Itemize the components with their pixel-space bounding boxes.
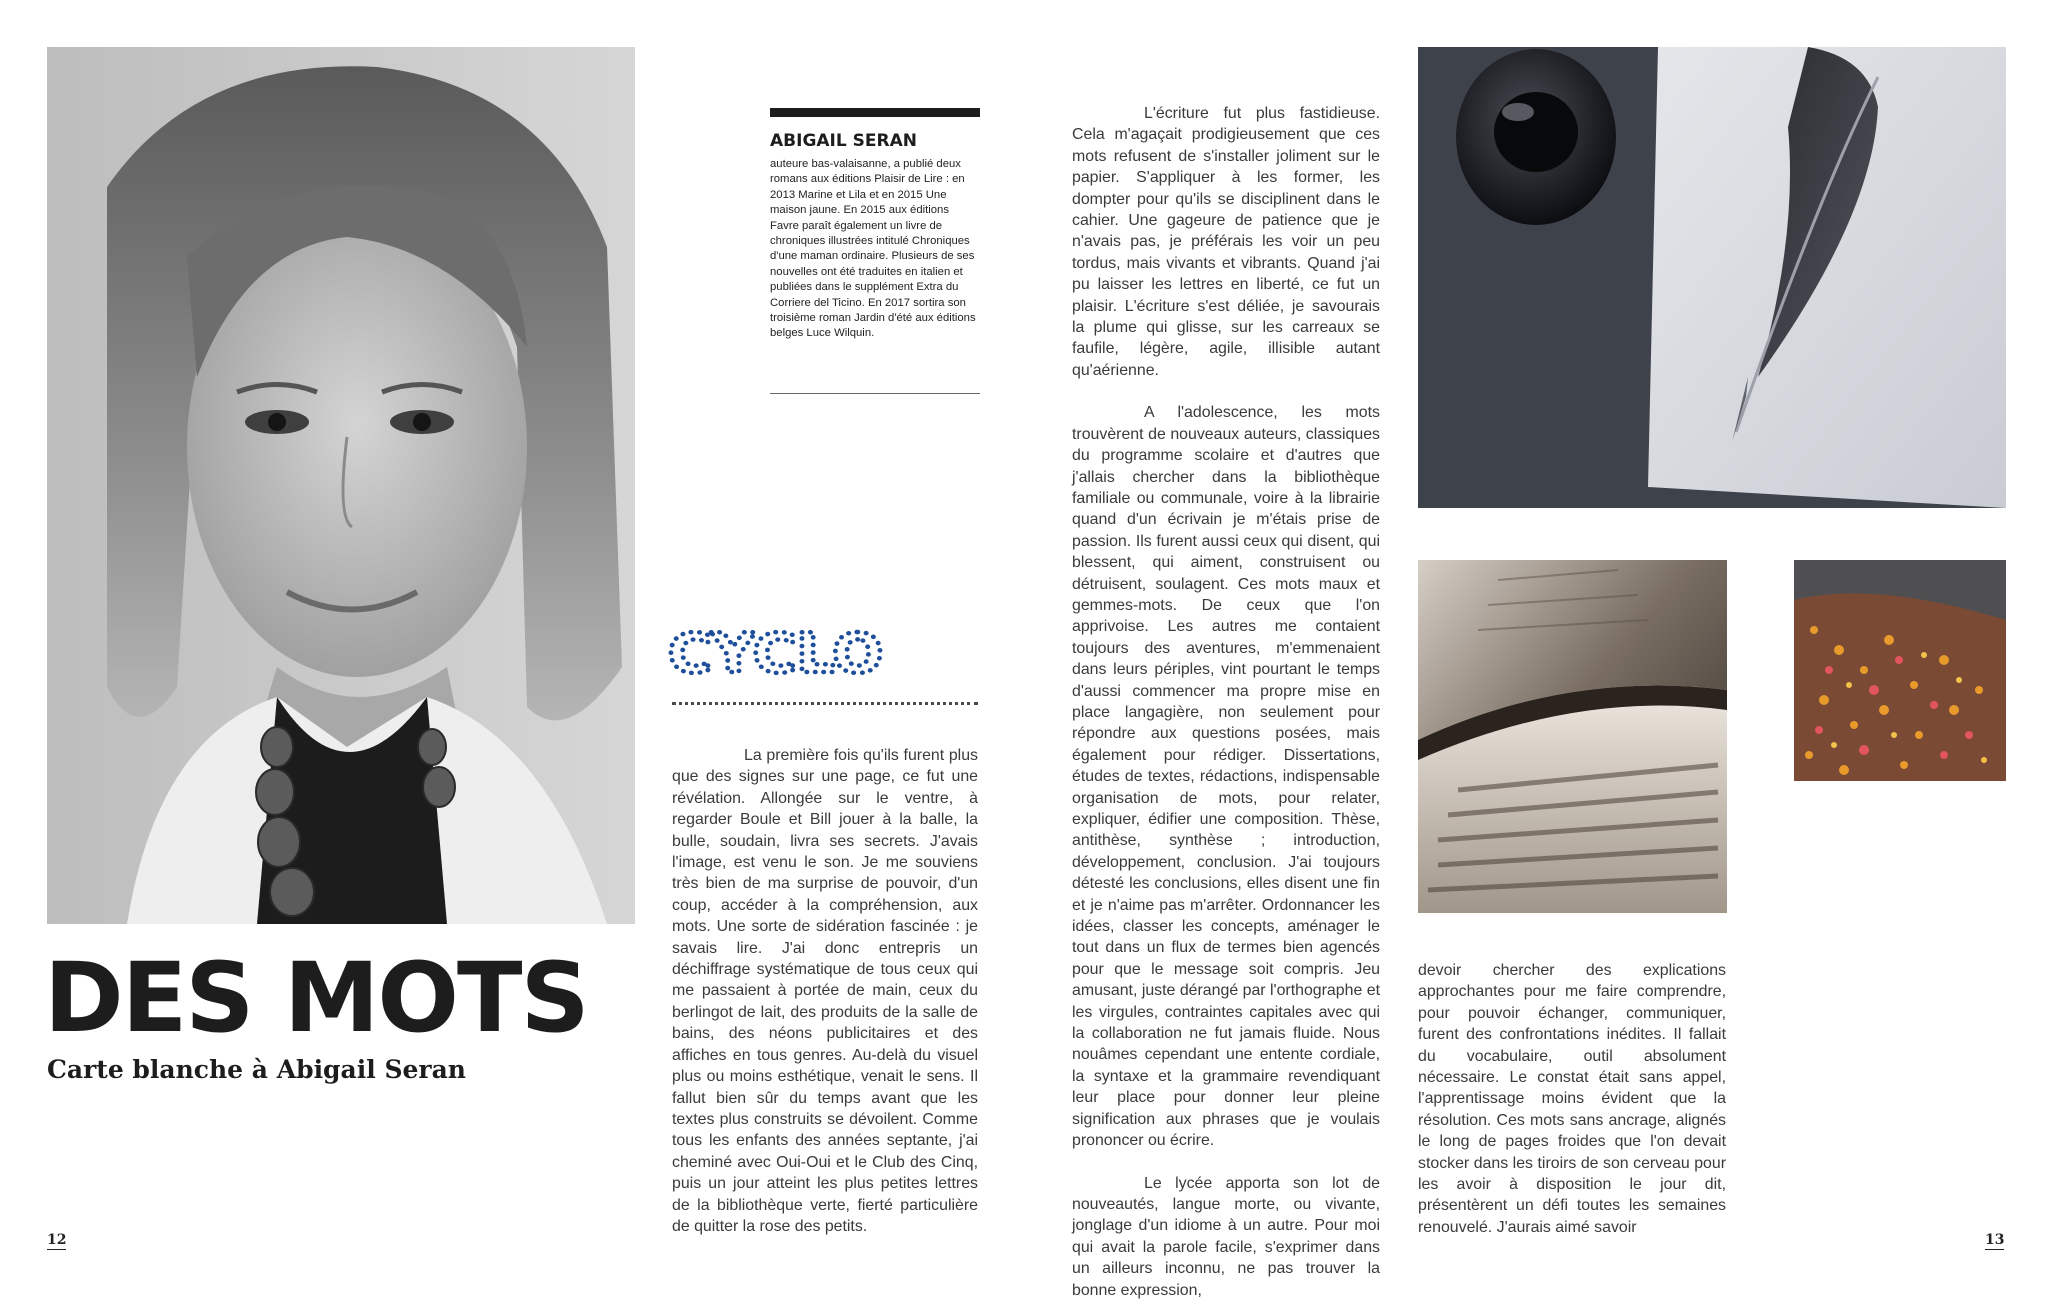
author-bio-text: auteure bas-valaisanne, a publié deux romans aux éditions Plaisir de Lire : en 2013 Marine et Lila et en 2015 Une maison jaune. En 2015 aux éditions Favre paraît également un livre de chroniques illustrées intitulé Chroniques d'une maman ordinaire. Plusieurs de ses nouvelles ont été traduites en italien et publiées dans le supplément Extra du Corriere del Ticino. En 2017 sortira son troisième roman Jardin d'été aux éditions belges Luce Wilquin. — [770, 158, 976, 340]
author-bio-box — [770, 108, 980, 394]
open-book-photo — [1418, 560, 1727, 913]
cyclo-logo-text: CYCLO — [668, 628, 883, 678]
cyclo-logo — [668, 628, 888, 678]
author-portrait-photo — [47, 47, 635, 924]
article-subtitle: Carte blanche à Abigail Seran — [47, 1055, 466, 1084]
text-column-2 — [1072, 103, 1380, 1301]
body-paragraph: A l'adolescence, les mots trouvèrent de nouveaux auteurs, classiques du programme scolaire et d'autres que j'allais chercher dans la bibliothèque familiale ou communale, voire à la librairie quand d'un écrivain je m'étais prise de passion. Ils furent aussi ceux qui disent, qui blessent, qui aiment, construisent ou détruisent, soulagent. Ces mots maux et gemmes-mots. De ceux que l'on apprivoise. Les autres me contaient toujours des aventures, m'emmenaient dans leurs périples, vint pourtant le temps d'aussi commencer ma propre mise en place langagière, non seulement pour répondre aux questions posées, mais également pour rédiger. Dissertations, études de textes, rédactions, indispensable organisation de mots, pour relater, expliquer, édifier une composition. Thèse, antithèse, synthèse ; introduction, développement, conclusion. J'ai toujours détesté les conclusions, elles disent une fin et je n'aime pas m'arrêter. Ordonnancer les idées, classer les concepts, aménager le tout dans un flux de termes bien agencés pour que le message soit compris. Jeu amusant, juste dérangé par l'orthographe et les virgules, contraintes capitales avec qui la collaboration ne fut jamais fluide. Nous nouâmes cependant une entente cordiale, la syntaxe et la grammaire revendiquant leur place pour donner leur pleine signification aux phrases que je voulais prononcer ou écrire. — [1072, 404, 1380, 1150]
dotted-divider — [672, 702, 978, 705]
body-paragraph: L'écriture fut plus fastidieuse. Cela m'agaçait prodigieusement que ces mots refusent de s'installer joliment sur le papier. S'appliquer à les former, les dompter pour qu'ils se disciplinent dans le cahier. Une gageure de patience que je n'avais pas, je préférais les voir un peu tordus, mais vivants et vibrants. Quand j'ai pu laisser les lettres en liberté, ce fut un plaisir. L'écriture s'est déliée, je savourais la plume qui glisse, sur les carreaux se faufile, légère, agile, illisible autant qu'aérienne. — [1072, 105, 1380, 379]
body-paragraph: La première fois qu'ils furent plus que des signes sur une page, ce fut une révélation. Allongée sur le ventre, à regarder Boule et Bill jouer à la balle, la bulle, soudain, livra ses secrets. J'avais l'image, est venu le son. Je me souviens très bien de ma surprise de pouvoir, d'un coup, accéder à la compréhension, aux mots. Une sorte de sidération fascinée : je savais lire. J'ai donc entrepris un déchiffrage systématique de tous ceux qui me passaient à portée de main, ceux du berlingot de lait, des produits de la salle de bains, des néons publicitaires et des affiches en tous genres. Au-delà du visuel plus ou moins esthétique, venait le sens. Il fallut bien sûr du temps avant que les textes plus construits se dévoilent. Comme tous les enfants des années septante, j'ai cheminé avec Oui-Oui et le Club des Cinq, puis un jour atteint les plus petites lettres de la bibliothèque verte, fierté particulière de quitter la rose des petits. — [672, 747, 978, 1235]
page-number-left: 12 — [47, 1232, 67, 1248]
article-title: DES MOTS — [44, 942, 588, 1054]
body-paragraph: devoir chercher des explications approchantes pour me faire comprendre, pour pouvoir échanger, communiquer, furent des confrontations inédites. Il fallait du vocabulaire, outil absolument nécessaire. Le constat était sans appel, l'apprentissage moins évident que la résolution. Ces mots sans ancrage, alignés le long de pages froides que l'on devait stocker dans les tiroirs de son cerveau pour les avoir à disposition le jour dit, présentèrent un défi toutes les semaines renouvelé. J'aurais aimé savoir — [1418, 962, 1726, 1236]
text-column-1 — [672, 745, 978, 1237]
ink-quill-photo — [1418, 47, 2006, 508]
page-number-right: 13 — [1985, 1232, 2005, 1248]
author-name: ABIGAIL SERAN — [770, 131, 917, 151]
body-paragraph: Le lycée apporta son lot de nouveautés, langue morte, ou vivante, jonglage d'un idiome à un autre. Pour moi qui avait la parole facile, s'exprimer dans un ailleurs inconnu, ne pas trouver la bonne expression, — [1072, 1174, 1380, 1299]
text-column-3 — [1418, 960, 1726, 1238]
scattered-letters-photo — [1794, 560, 2006, 781]
